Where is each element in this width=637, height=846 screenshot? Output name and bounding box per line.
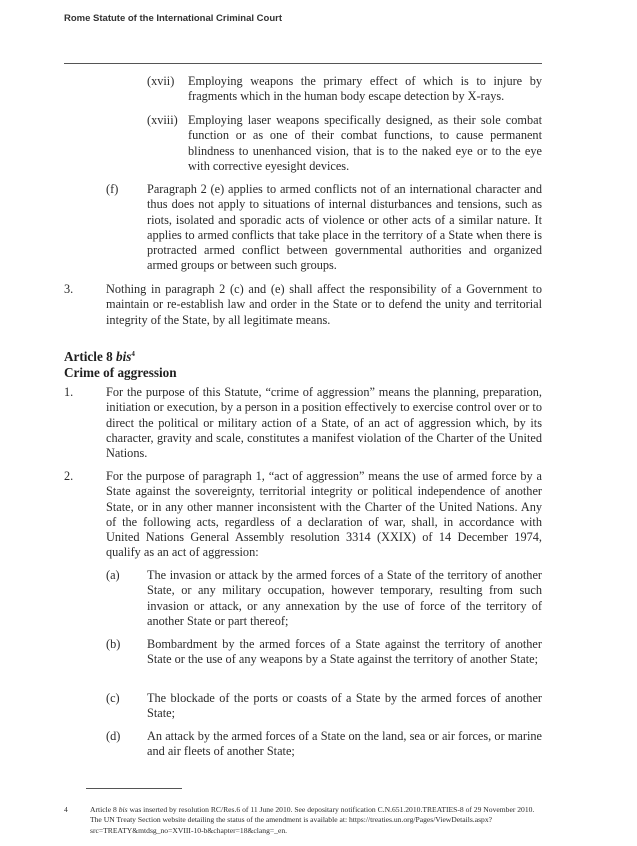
paragraph-3-text: Nothing in paragraph 2 (c) and (e) shall affect the responsibility of a Government to maintain or re-establish law and order in the State or to defend the unity and territorial integrity of the State, by all legitimate means.: [106, 282, 542, 327]
subitem-d-text: An attack by the armed forces of a State on the land, sea or air forces, or marine and air fleets of another State;: [147, 729, 542, 759]
subitem-c-number: (c): [106, 691, 120, 705]
subitem-b: [106, 637, 542, 668]
footnote-rule: [86, 788, 182, 789]
subitem-b-number: (b): [106, 637, 121, 651]
article-number: Article 8 bis$^4$: [64, 349, 135, 364]
footnote-text: Article 8 bis was inserted by resolution RC/Res.6 of 11 June 2010. See depositary notification C.N.651.2010.TREATIES-8 of 29 November 2010. The UN Treaty Section website detailing the status of the amendment is available at: https://treaties.un.org/Pages/ViewDetails.aspx?src=TREATY&mtdsg_no=XVIII-10-b&chapter=18&clang=_en.: [90, 805, 535, 835]
article-heading: [64, 346, 177, 381]
subitem-a-number: (a): [106, 568, 120, 582]
footnote-bis: bis: [118, 805, 128, 814]
subitem-a-text: The invasion or attack by the armed forces of a State of the territory of another State, or any military occupation, however temporary, resulting from such invasion or attack, or any annexation by the use of force of the territory of another State or part thereof;: [147, 568, 542, 628]
item-xviii-number: (xviii): [147, 113, 178, 127]
article-title: Crime of aggression: [64, 365, 177, 380]
article-paragraph-2-text: For the purpose of paragraph 1, “act of aggression” means the use of armed force by a State against the sovereignty, territorial integrity or political independence of another State, or in any other manner inconsistent with the Charter of the United Nations. Any of the following acts, regardless of a declaration of war, shall, in accordance with United Nations General Assembly resolution 3314 (XXIX) of 14 December 1974, qualify as an act of aggression:: [106, 469, 542, 560]
subitem-b-text: Bombardment by the armed forces of a State against the territory of another State or the use of any weapons by a State against the territory of another State;: [147, 637, 542, 667]
header-rule: [64, 63, 542, 64]
subitem-c: [106, 691, 542, 722]
article-paragraph-2-number: 2.: [64, 469, 74, 483]
subitem-d-number: (d): [106, 729, 121, 743]
item-f-number: (f): [106, 182, 119, 196]
paragraph-3: [64, 282, 542, 328]
footnote-number: 4: [64, 805, 68, 814]
item-xviii: [147, 113, 542, 174]
running-header: Rome Statute of the International Criminal Court: [64, 13, 282, 24]
footnote-reference: 4: [131, 350, 135, 358]
item-xvii: [147, 74, 542, 105]
item-xvii-text: Employing weapons the primary effect of which is to injure by fragments which in the human body escape detection by X-rays.: [188, 74, 542, 104]
paragraph-3-number: 3.: [64, 282, 74, 296]
subitem-c-text: The blockade of the ports or coasts of a State by the armed forces of another State;: [147, 691, 542, 721]
item-f-text: Paragraph 2 (e) applies to armed conflicts not of an international character and thus does not apply to situations of internal disturbances and tensions, such as riots, isolated and sporadic acts of violence or other acts of a similar nature. It applies to armed conflicts that take place in the territory of a State when there is protracted armed conflict between governmental authorities and organized armed groups or between such groups.: [147, 182, 542, 273]
footnote: [64, 805, 542, 836]
item-f: [106, 182, 542, 274]
subitem-d: [106, 729, 542, 760]
subitem-a: [106, 568, 542, 629]
article-paragraph-1-text: For the purpose of this Statute, “crime of aggression” means the planning, preparation, initiation or execution, by a person in a position effectively to exercise control over or to direct the political or military action of a State, of an act of aggression which, by its character, gravity and scale, constitutes a manifest violation of the Charter of the United Nations.: [106, 385, 542, 461]
item-xviii-text: Employing laser weapons specifically designed, as their sole combat function or as one of their combat functions, to cause permanent blindness to unenhanced vision, that is to the naked eye or to the eye with corrective eyesight devices.: [188, 113, 542, 173]
article-paragraph-1: [64, 385, 542, 461]
article-paragraph-1-number: 1.: [64, 385, 74, 399]
article-paragraph-2: [64, 469, 542, 561]
article-bis: bis: [116, 349, 132, 364]
item-xvii-number: (xvii): [147, 74, 175, 88]
